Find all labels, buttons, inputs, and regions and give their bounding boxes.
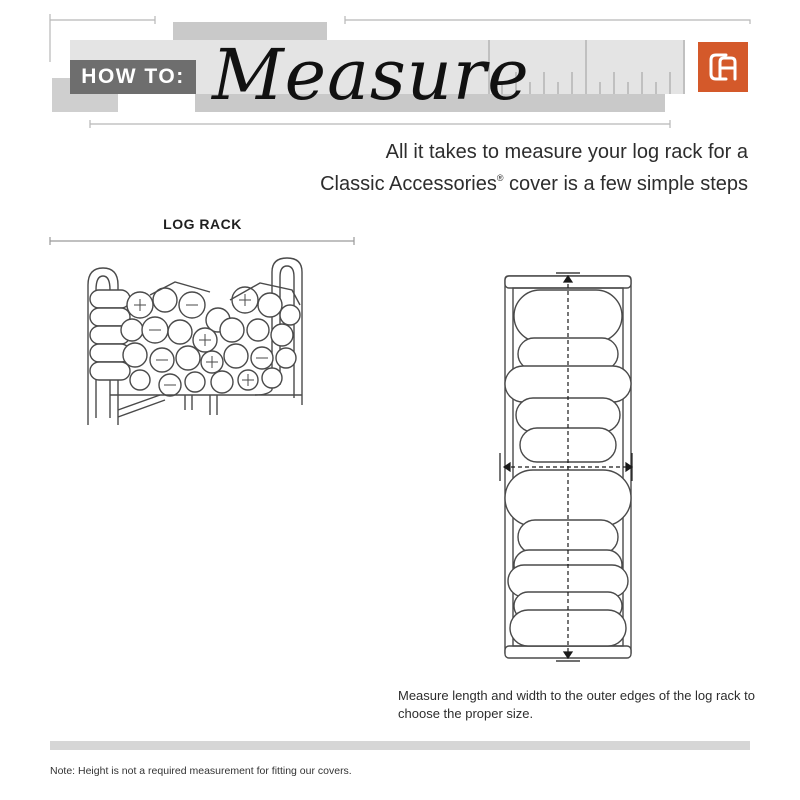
width-measurement-line bbox=[500, 453, 632, 481]
length-measurement-line bbox=[556, 273, 580, 661]
footnote: Note: Height is not a required measurement for fitting our covers. bbox=[50, 765, 352, 777]
brand-name: Classic Accessories bbox=[320, 173, 497, 195]
log-rack-label: LOG RACK bbox=[163, 216, 242, 232]
intro-line-2 bbox=[228, 165, 748, 197]
brand-logo-icon bbox=[698, 42, 748, 92]
page-title: Measure bbox=[212, 34, 530, 116]
footer-divider bbox=[50, 741, 750, 750]
header-banner bbox=[0, 0, 800, 130]
measurement-instruction: Measure length and width to the outer edges of the log rack to choose the proper size. bbox=[398, 688, 756, 721]
rack-label-dimension-line bbox=[50, 237, 354, 245]
intro-line-1: All it takes to measure your log rack for a bbox=[385, 141, 748, 163]
log-rack-top-view-illustration bbox=[505, 276, 631, 658]
intro-line-2-rest: cover is a few simple steps bbox=[503, 173, 748, 195]
log-rack-front-illustration bbox=[88, 258, 302, 425]
registered-mark: ® bbox=[496, 173, 504, 183]
how-to-badge: HOW TO: bbox=[70, 60, 196, 94]
intro-text bbox=[228, 139, 748, 197]
